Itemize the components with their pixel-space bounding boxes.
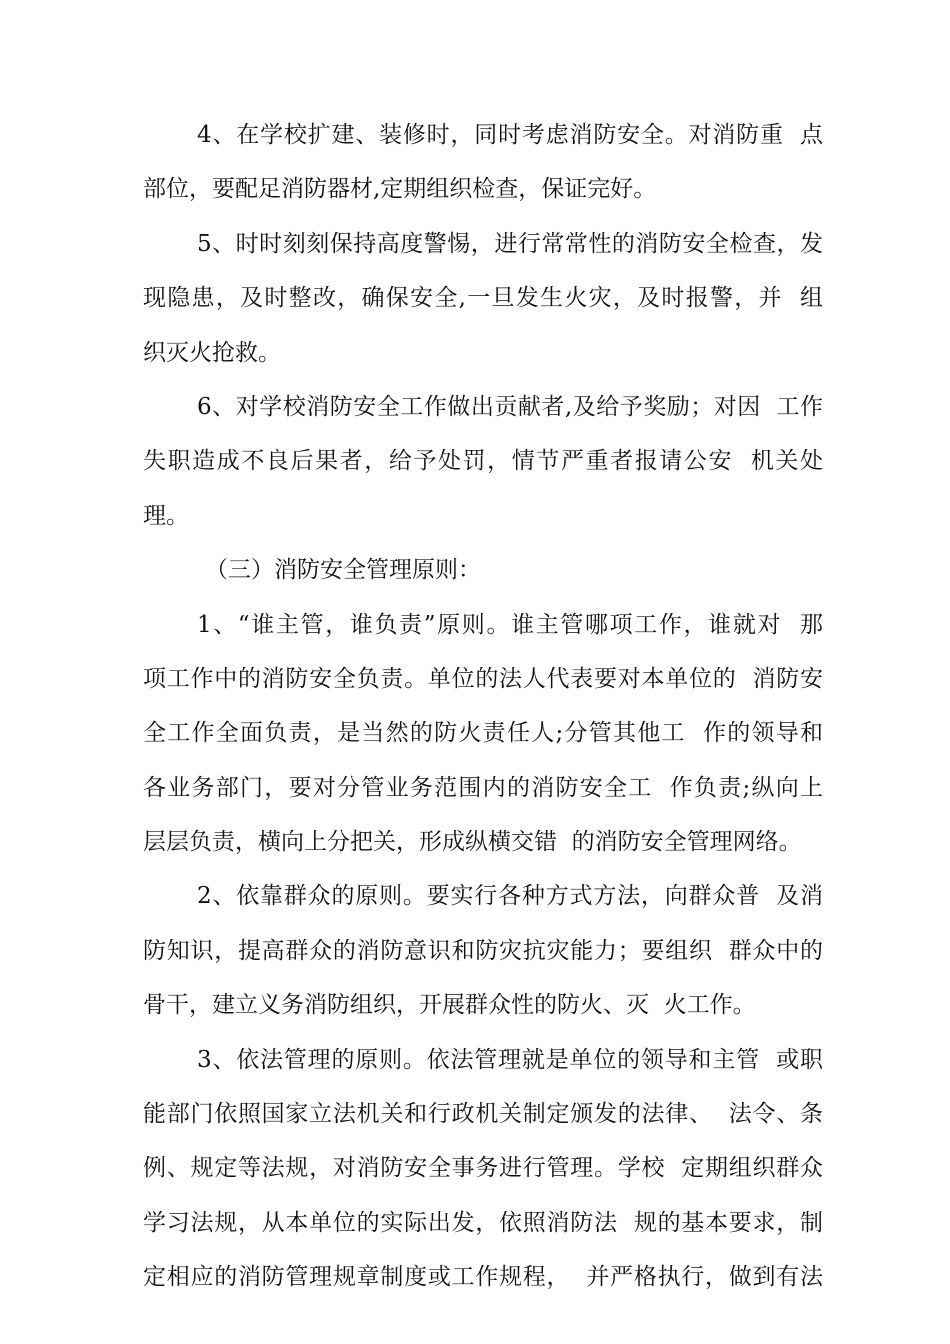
text-line: 各业务部门，要对分管业务范围内的消防安全工 作负责;纵向上 — [143, 774, 823, 801]
text-line: 现隐患，及时整改，确保安全,一旦发生火灾，及时报警，并 组 — [143, 285, 823, 312]
text-line: 4、在学校扩建、装修时，同时考虑消防安全。对消防重 点 — [197, 122, 823, 148]
text-line: 3、依法管理的原则。依法管理就是单位的领导和主管 或职 — [197, 1046, 823, 1073]
text-line: 5、时时刻刻保持高度警惕，进行常常性的消防安全检查，发 — [197, 230, 823, 257]
section-heading: （三）消防安全管理原则： — [205, 557, 481, 584]
text-line: 1、“谁主管，谁负责”原则。谁主管哪项工作，谁就对 那 — [197, 611, 823, 638]
text-line: 全工作全面负责，是当然的防火责任人;分管其他工 作的领导和 — [143, 720, 823, 747]
text-line: 例、规定等法规，对消防安全事务进行管理。学校 定期组织群众 — [143, 1155, 823, 1182]
text-line: 失职造成不良后果者，给予处罚，情节严重者报请公安 机关处 — [143, 448, 823, 475]
document-body — [143, 108, 823, 1305]
text-line: 2、依靠群众的原则。要实行各种方式方法，向群众普 及消 — [197, 883, 823, 910]
text-line: 骨干，建立义务消防组织，开展群众性的防火、灭 火工作。 — [143, 992, 756, 1019]
text-line: 能部门依照国家立法机关和行政机关制定颁发的法律、 法令、条 — [143, 1101, 823, 1128]
text-line: 层层负责，横向上分把关，形成纵横交错 的消防安全管理网络。 — [143, 829, 802, 856]
text-line: 织灭火抢救。 — [143, 339, 281, 366]
text-line: 部位，要配足消防器材,定期组织检查，保证完好。 — [143, 176, 657, 203]
text-line: 项工作中的消防安全负责。单位的法人代表要对本单位的 消防安 — [143, 665, 823, 692]
text-line: 学习法规，从本单位的实际出发，依照消防法 规的基本要求，制 — [143, 1209, 823, 1236]
text-line: 防知识，提高群众的消防意识和防灾抗灾能力；要组织 群众中的 — [143, 937, 823, 964]
text-line: 理。 — [143, 502, 189, 529]
text-line: 6、对学校消防安全工作做出贡献者,及给予奖励；对因 工作 — [197, 393, 823, 420]
text-line: 定相应的消防管理规章制度或工作规程， 并严格执行，做到有法 — [143, 1264, 823, 1291]
